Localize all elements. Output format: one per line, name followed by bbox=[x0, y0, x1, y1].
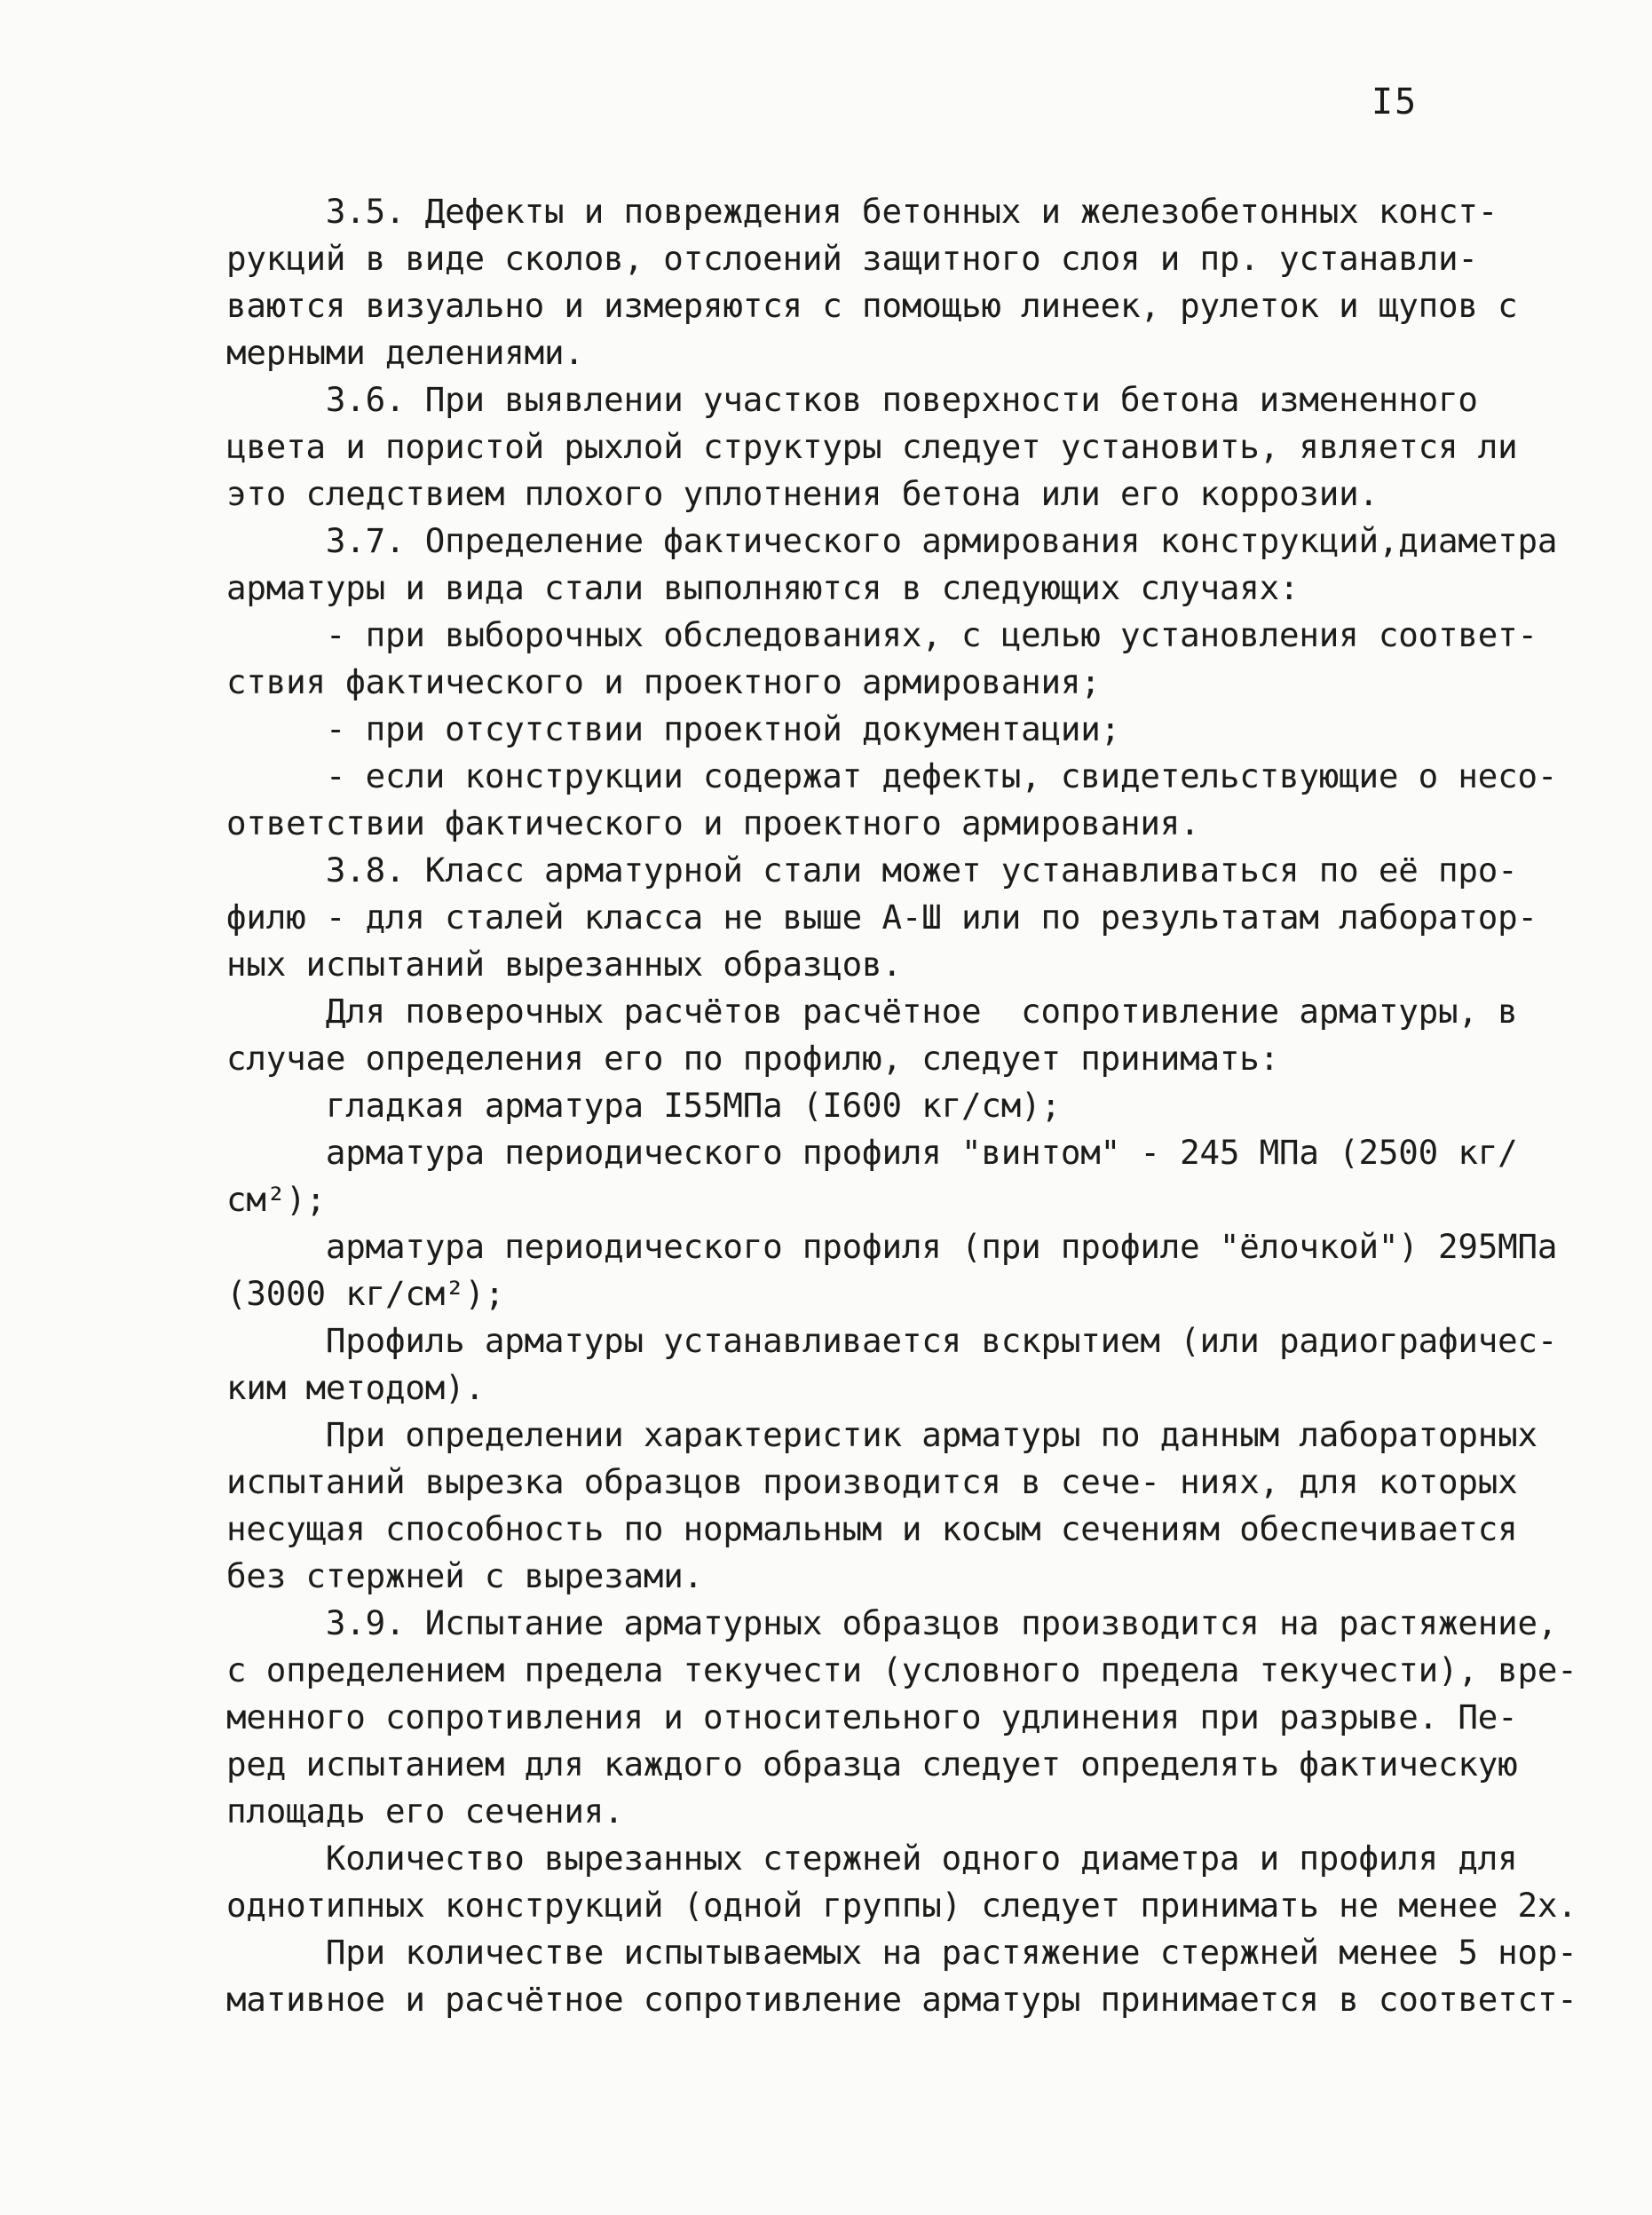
text-line: 3.8. Класс арматурной стали может устанавливаться по её про- bbox=[226, 850, 1518, 890]
text-line: гладкая арматура I55МПа (I600 кг/см); bbox=[226, 1086, 1061, 1125]
text-line: это следствием плохого уплотнения бетона или его коррозии. bbox=[226, 474, 1379, 513]
text-line: площадь его сечения. bbox=[226, 1792, 624, 1831]
text-line: арматура периодического профиля (при профиле "ёлочкой") 295МПа bbox=[226, 1227, 1558, 1266]
text-line: несущая способность по нормальным и косым сечениям обеспечивается bbox=[226, 1509, 1518, 1548]
text-line: При определении характеристик арматуры по данным лабораторных bbox=[226, 1415, 1537, 1454]
text-line: Профиль арматуры устанавливается вскрытием (или радиографичес- bbox=[226, 1321, 1558, 1360]
text-line: ствия фактического и проектного армирования; bbox=[226, 662, 1101, 701]
text-line: мерными делениями. bbox=[226, 333, 584, 372]
text-line: ных испытаний вырезанных образцов. bbox=[226, 945, 902, 984]
text-line: случае определения его по профилю, следует принимать: bbox=[226, 1039, 1279, 1078]
text-line: филю - для сталей класса не выше А-Ш или по результатам лаборатор- bbox=[226, 898, 1537, 937]
text-line: ответствии фактического и проектного армирования. bbox=[226, 803, 1200, 842]
text-line: с определением предела текучести (условного предела текучести), вре- bbox=[226, 1650, 1577, 1689]
text-line: 3.9. Испытание арматурных образцов производится на растяжение, bbox=[226, 1603, 1558, 1642]
text-line: (3000 кг/см²); bbox=[226, 1274, 505, 1313]
text-line: - если конструкции содержат дефекты, свидетельствующие о несо- bbox=[226, 756, 1558, 795]
text-line: - при выборочных обследованиях, с целью установления соответ- bbox=[226, 615, 1537, 654]
text-line: 3.5. Дефекты и повреждения бетонных и железобетонных конст- bbox=[226, 192, 1498, 231]
text-line: ким методом). bbox=[226, 1368, 485, 1407]
page-number: I5 bbox=[1371, 82, 1419, 123]
text-line: ваются визуально и измеряются с помощью линеек, рулеток и щупов с bbox=[226, 286, 1518, 325]
text-line: ред испытанием для каждого образца следует определять фактическую bbox=[226, 1744, 1518, 1784]
text-line: 3.6. При выявлении участков поверхности бетона измененного bbox=[226, 380, 1478, 419]
text-line: Количество вырезанных стержней одного диаметра и профиля для bbox=[226, 1839, 1518, 1878]
text-line: рукций в виде сколов, отслоений защитного слоя и пр. устанавли- bbox=[226, 239, 1478, 278]
text-line: испытаний вырезка образцов производится в сече- ниях, для которых bbox=[226, 1462, 1518, 1501]
text-line: 3.7. Определение фактического армирования конструкций,диаметра bbox=[226, 521, 1558, 560]
text-line: При количестве испытываемых на растяжение стержней менее 5 нор- bbox=[226, 1933, 1577, 1972]
text-line: менного сопротивления и относительного удлинения при разрыве. Пе- bbox=[226, 1697, 1518, 1736]
text-line: - при отсутствии проектной документации; bbox=[226, 709, 1120, 748]
text-line: Для поверочных расчётов расчётное сопротивление арматуры, в bbox=[226, 992, 1518, 1031]
text-line: см²); bbox=[226, 1180, 326, 1219]
text-line: арматура периодического профиля "винтом" - 245 МПа (2500 кг/ bbox=[226, 1133, 1518, 1172]
text-line: арматуры и вида стали выполняются в следующих случаях: bbox=[226, 568, 1300, 607]
text-line: без стержней с вырезами. bbox=[226, 1556, 704, 1595]
body-text bbox=[226, 188, 1577, 2023]
text-line: мативное и расчётное сопротивление арматуры принимается в соответст- bbox=[226, 1980, 1577, 2019]
text-line: цвета и пористой рыхлой структуры следует установить, является ли bbox=[226, 427, 1518, 466]
text-line: однотипных конструкций (одной группы) следует принимать не менее 2х. bbox=[226, 1886, 1577, 1925]
